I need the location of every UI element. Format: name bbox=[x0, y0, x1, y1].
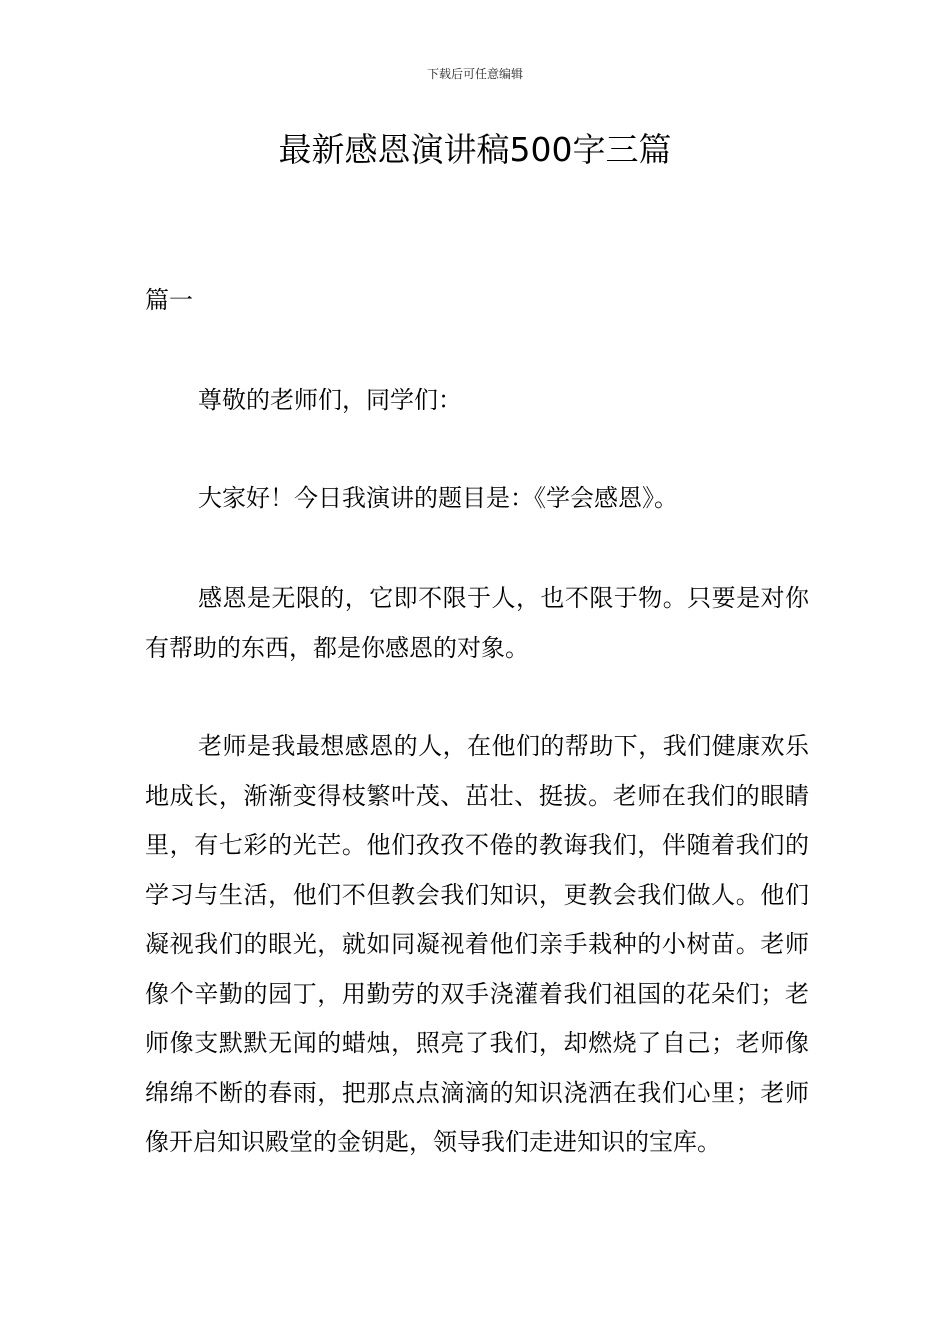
document-title: 最新感恩演讲稿500字三篇 bbox=[278, 130, 672, 169]
section-label: 篇一 bbox=[145, 286, 193, 314]
paragraph-gratitude: 感恩是无限的，它即不限于人，也不限于物。只要是对你有帮助的东西，都是你感恩的对象。 bbox=[145, 584, 809, 662]
paragraph-intro: 大家好！今日我演讲的题目是：《学会感恩》。 bbox=[198, 484, 678, 512]
header-note: 下载后可任意编辑 bbox=[426, 67, 523, 81]
paragraph-teachers: 老师是我最想感恩的人，在他们的帮助下，我们健康欢乐地成长，渐渐变得枝繁叶茂、茁壮、挺拔。老师在我们的眼睛里，有七彩的光芒。他们孜孜不倦的教诲我们，伴随着我们的学习与生活，他们不但教会我们知识，更教会我们做人。他们凝视我们的眼光，就如同凝视着他们亲手栽种的小树苗。老师像个辛勤的园丁，用勤劳的双手浇灌着我们祖国的花朵们；老师像支默默无闻的蜡烛，照亮了我们，却燃烧了自己；老师像绵绵不断的春雨，把那点点滴滴的知识浇洒在我们心里；老师像开启知识殿堂的金钥匙，领导我们走进知识的宝库。 bbox=[145, 732, 809, 1156]
paragraph-greeting: 尊敬的老师们，同学们： bbox=[198, 386, 462, 414]
